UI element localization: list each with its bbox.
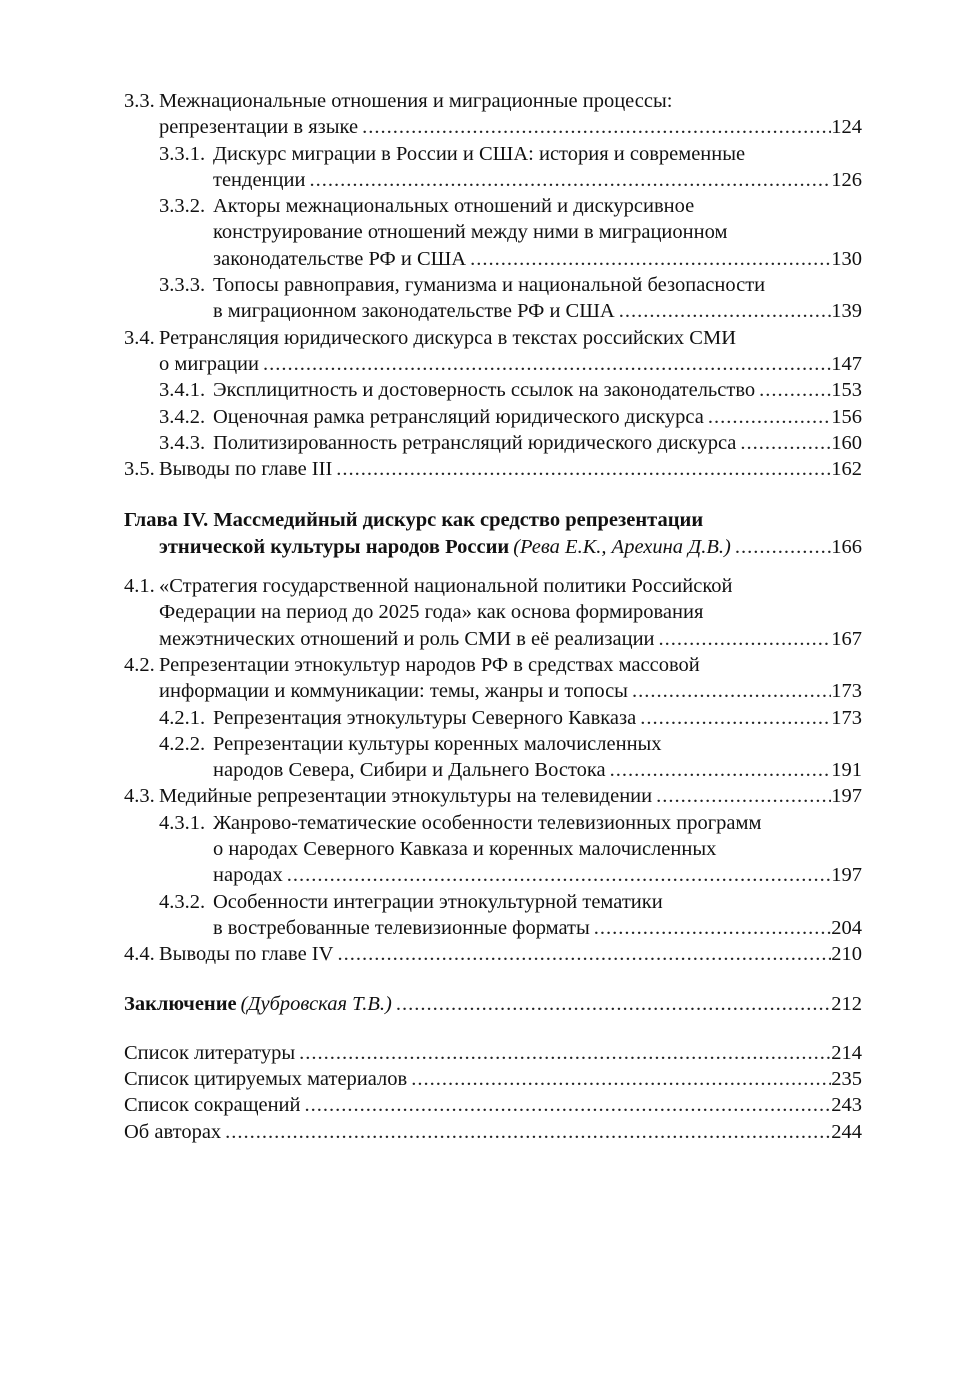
- page-number: 173: [831, 706, 862, 729]
- spacer: [124, 482, 862, 507]
- section-title-cont: тенденции: [213, 168, 306, 191]
- section-number: 3.3.1.: [159, 142, 206, 165]
- toc-literature[interactable]: [124, 1040, 862, 1066]
- toc-entry-3-3-line1: [124, 88, 862, 114]
- page-number: 197: [831, 785, 862, 808]
- page-number: 244: [831, 1120, 862, 1143]
- toc-conclusion[interactable]: [124, 991, 862, 1017]
- section-title: Выводы по главе III: [159, 458, 333, 481]
- section-title: Репрезентации этнокультур народов РФ в средствах массовой: [159, 653, 700, 676]
- dot-leader: [659, 626, 832, 652]
- dot-leader: [263, 351, 831, 377]
- dot-leader: [740, 430, 831, 456]
- section-title: Жанрово-тематические особенности телевизионных программ: [213, 811, 762, 834]
- page-number: 214: [831, 1041, 862, 1064]
- section-title: Репрезентации культуры коренных малочисленных: [213, 732, 662, 755]
- toc-entry-3-3-1-line2[interactable]: [213, 167, 862, 193]
- chapter-authors: (Рева Е.К., Арехина Д.В.): [513, 535, 731, 558]
- section-title: Межнациональные отношения и миграционные процессы:: [159, 90, 673, 112]
- toc-entry-4-2-line1: [124, 652, 862, 678]
- toc-entry-4-1-line3[interactable]: [159, 626, 862, 652]
- page-number: 126: [831, 168, 862, 191]
- toc-entry-3-3-2-line3[interactable]: [213, 246, 862, 272]
- page-number: 173: [831, 680, 862, 703]
- spacer: [124, 1017, 862, 1040]
- page-number: 153: [831, 379, 862, 402]
- dot-leader: [336, 456, 831, 482]
- toc-abbreviations[interactable]: [124, 1092, 862, 1118]
- toc-entry-4-2-2-line1: [124, 731, 862, 757]
- section-number: 4.1.: [124, 575, 155, 598]
- section-number: 4.2.: [124, 653, 155, 676]
- page-number: 235: [831, 1068, 862, 1091]
- section-title-cont: межэтнических отношений и роль СМИ в её реализации: [159, 627, 655, 650]
- section-number: 4.3.2.: [159, 890, 206, 913]
- section-title-cont: законодательстве РФ и США: [213, 247, 467, 270]
- dot-leader: [470, 246, 831, 272]
- toc-entry-4-1-line2: [159, 599, 862, 625]
- section-title: Ретрансляция юридического дискурса в текстах российских СМИ: [159, 326, 737, 349]
- section-number: 3.3.3.: [159, 274, 206, 297]
- section-title: Эксплицитность и достоверность ссылок на законодательство: [213, 379, 756, 402]
- page-number: 160: [831, 431, 862, 454]
- toc-entry-4-3-2-line1: [124, 889, 862, 915]
- toc-entry-4-3-2-line2[interactable]: [213, 915, 862, 941]
- dot-leader: [656, 783, 831, 809]
- dot-leader: [225, 1119, 831, 1145]
- dot-leader: [594, 915, 831, 941]
- page-number: 197: [831, 864, 862, 887]
- dot-leader: [735, 534, 831, 560]
- dot-leader: [362, 114, 831, 140]
- toc-entry-4-1-line1: [124, 573, 862, 599]
- page-number: 191: [831, 759, 862, 782]
- section-title: Оценочная рамка ретрансляций юридического дискурса: [213, 405, 704, 428]
- section-number: 3.4.: [124, 326, 155, 349]
- page-number: 156: [831, 405, 862, 428]
- page-number: 147: [831, 352, 862, 375]
- toc-cited-materials[interactable]: [124, 1066, 862, 1092]
- dot-leader: [287, 862, 831, 888]
- dot-leader: [632, 678, 831, 704]
- toc-entry-3-3-line2[interactable]: [159, 114, 862, 140]
- section-title-cont: о миграции: [159, 352, 259, 375]
- section-number: 3.4.3.: [159, 431, 206, 454]
- toc-entry-4-3-1-line3[interactable]: [213, 862, 862, 888]
- toc-entry-4-4[interactable]: [124, 941, 862, 967]
- page-number: 243: [831, 1094, 862, 1117]
- chapter-title-cont: этнической культуры народов России: [159, 535, 510, 558]
- toc-entry-3-3-3-line2[interactable]: [213, 298, 862, 324]
- section-title: Топосы равноправия, гуманизма и национальной безопасности: [213, 274, 766, 297]
- page-number: 139: [831, 300, 862, 323]
- conclusion-title: Заключение: [124, 992, 237, 1015]
- toc-chapter-4-line1: [124, 507, 862, 533]
- page-number: 167: [831, 627, 862, 650]
- toc-about-authors[interactable]: [124, 1119, 862, 1145]
- section-title-cont: в востребованные телевизионные форматы: [213, 916, 590, 939]
- section-number: 4.4.: [124, 943, 155, 966]
- dot-leader: [619, 298, 832, 324]
- section-number: 3.3.2.: [159, 195, 206, 218]
- toc-entry-3-3-2-line1: [124, 193, 862, 219]
- section-title-cont: конструирование отношений между ними в миграционном: [213, 221, 728, 244]
- section-title-cont: информации и коммуникации: темы, жанры и топосы: [159, 680, 628, 703]
- dot-leader: [640, 705, 831, 731]
- section-title: «Стратегия государственной национальной политики Российской: [159, 575, 733, 598]
- page-number: 210: [831, 943, 862, 966]
- toc-entry-3-4-2[interactable]: [124, 404, 862, 430]
- section-title-cont: репрезентации в языке: [159, 116, 359, 139]
- toc-entry-4-3-1-line2: [213, 836, 862, 862]
- cited-materials-title: Список цитируемых материалов: [124, 1068, 408, 1091]
- page-number: 212: [831, 992, 862, 1015]
- page-number: 124: [831, 116, 862, 139]
- toc-entry-3-4-line2[interactable]: [159, 351, 862, 377]
- section-number: 3.5.: [124, 458, 155, 481]
- dot-leader: [299, 1040, 831, 1066]
- abbreviations-title: Список сокращений: [124, 1094, 301, 1117]
- page-number: 130: [831, 247, 862, 270]
- toc-entry-4-3[interactable]: [124, 783, 862, 809]
- dot-leader: [411, 1066, 831, 1092]
- section-number: 4.2.2.: [159, 732, 206, 755]
- toc-entry-3-5[interactable]: [124, 456, 862, 482]
- section-number: 4.2.1.: [159, 706, 206, 729]
- toc-entry-3-4-1[interactable]: [124, 377, 862, 403]
- toc-entry-3-3-2-line2: [213, 219, 862, 245]
- dot-leader: [759, 377, 831, 403]
- section-title-cont: народах: [213, 864, 283, 887]
- page-number: 166: [831, 535, 862, 558]
- page-number: 204: [831, 916, 862, 939]
- spacer: [124, 968, 862, 991]
- dot-leader: [610, 757, 832, 783]
- spacer: [124, 560, 862, 573]
- section-number: 3.3.: [124, 90, 155, 112]
- toc-entry-4-2-1[interactable]: [124, 705, 862, 731]
- section-title: Особенности интеграции этнокультурной тематики: [213, 890, 663, 913]
- section-number: 4.3.: [124, 785, 155, 808]
- page-number: 162: [831, 458, 862, 481]
- dot-leader: [309, 167, 831, 193]
- section-title: Политизированность ретрансляций юридического дискурса: [213, 431, 737, 454]
- toc-entry-4-2-2-line2[interactable]: [213, 757, 862, 783]
- toc-entry-3-3-1-line1: [124, 141, 862, 167]
- dot-leader: [708, 404, 831, 430]
- table-of-contents: [124, 88, 862, 1145]
- conclusion-authors: (Дубровская Т.В.): [240, 992, 392, 1015]
- dot-leader: [396, 991, 831, 1017]
- toc-entry-3-3-3-line1: [124, 272, 862, 298]
- section-title-cont: народов Севера, Сибири и Дальнего Востока: [213, 759, 606, 782]
- section-title-cont: о народах Северного Кавказа и коренных малочисленных: [213, 838, 717, 861]
- dot-leader: [305, 1092, 832, 1118]
- toc-entry-3-4-line1: [124, 325, 862, 351]
- section-number: 3.4.1.: [159, 379, 206, 402]
- about-authors-title: Об авторах: [124, 1120, 222, 1143]
- dot-leader: [337, 941, 831, 967]
- section-title-cont: Федерации на период до 2025 года» как основа формирования: [159, 601, 704, 624]
- section-title: Выводы по главе IV: [159, 943, 334, 966]
- toc-entry-3-4-3[interactable]: [124, 430, 862, 456]
- section-title: Репрезентация этнокультуры Северного Кавказа: [213, 706, 637, 729]
- section-title-cont: в миграционном законодательстве РФ и США: [213, 300, 615, 323]
- section-title: Акторы межнациональных отношений и дискурсивное: [213, 195, 695, 218]
- section-number: 4.3.1.: [159, 811, 206, 834]
- toc-entry-4-3-1-line1: [124, 810, 862, 836]
- toc-chapter-4-line2[interactable]: [159, 534, 862, 560]
- toc-entry-4-2-line2[interactable]: [159, 678, 862, 704]
- chapter-title: Глава IV. Массмедийный дискурс как средство репрезентации: [124, 509, 704, 532]
- section-title: Медийные репрезентации этнокультуры на телевидении: [159, 785, 653, 808]
- literature-title: Список литературы: [124, 1041, 296, 1064]
- section-number: 3.4.2.: [159, 405, 206, 428]
- section-title: Дискурс миграции в России и США: история и современные: [213, 142, 746, 165]
